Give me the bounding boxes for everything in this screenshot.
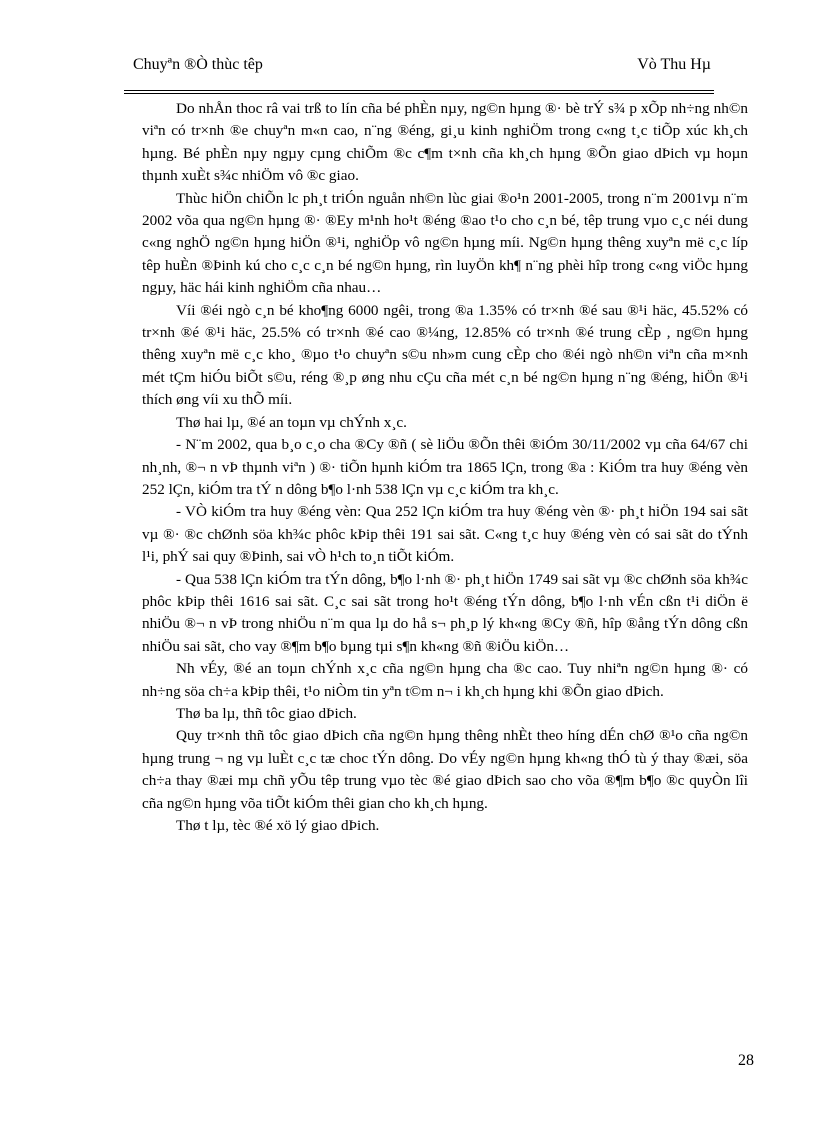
page-header [133, 56, 711, 78]
paragraph-2: Thùc hiÖn chiÕn lc ph¸t triÓn nguån nh©n lùc giai ®o¹n 2001-2005, trong n¨m 2001vµ n¨m 2002 võa qua ng©n hµng ®· ®Ey m¹nh ho¹t ®éng ®ao t¹o cho c¸n bé, têp trung vµo c¸c néi dung c«ng nghÖ ng©n hµng hiÖn ®¹i, nghiÖp vô ng©n hµng míi. Ng©n hµng thêng xuyªn më c¸c líp têp huÈn ®Þinh kú cho c¸c c¸n bé ng©n hµng, rìn luyÖn kh¶ n¨ng phèi hîp trong c«ng viÖc hµng ngµy, häc hái kinh nghiÖm cña nhau… [142, 189, 748, 297]
body-text [142, 98, 748, 837]
paragraph-4: Thø hai lµ, ®é an toµn vµ chÝnh x¸c. [176, 413, 407, 431]
paragraph-10: Quy tr×nh thñ tôc giao dÞich cña ng©n hµng thêng nhÈt theo híng dÉn chØ ®¹o cña ng©n hµng trung ¬ ng vµ luÈt c¸c tæ choc tÝn dông. Do vÉy ng©n hµng kh«ng thÓ tù ý thay ®æi, söa ch÷a thay ®æi mµ chñ yÕu têp trung vµo tèc ®é giao dÞich sao cho võa ®¶m b¶o ®c quyÒn lîi cña ng©n hµng võa tiÕt kiÓm thêi gian cho kh¸ch hµng. [142, 727, 748, 812]
header-divider [124, 90, 714, 94]
paragraph-11: Thø t lµ, tèc ®é xö lý giao dÞich. [176, 817, 380, 834]
paragraph-6: - VÒ kiÓm tra huy ®éng vèn: Qua 252 lÇn kiÓm tra huy ®éng vèn ®· ph¸t hiÖn 194 sai sãt vµ ®· ®c chØnh söa kh¾c phôc kÞip thêi 191 sai sãt. C«ng t¸c huy ®éng vèn có sai sãt do tÝnh l¹i, phÝ sai quy ®Þinh, sai vÒ h¹ch to¸n tiÕt kiÓm. [142, 503, 748, 566]
header-chapter-title: Chuyªn ®Ò thùc têp [133, 56, 263, 73]
page-number: 28 [738, 1052, 754, 1069]
paragraph-7: - Qua 538 lÇn kiÓm tra tÝn dông, b¶o l·nh ®· ph¸t hiÖn 1749 sai sãt vµ ®c chØnh söa kh¾c phôc kÞip thêi 1616 sai sãt. C¸c sai sãt trong ho¹t ®éng tÝn dông, b¶o l·nh vÉn cßn t¹i diÖn ë nhiÖu ®¬ n vÞ trong nhiÖu n¨m qua lµ do hå s¬ ph¸p lý kh«ng ®Cy ®ñ, hîp ®ång tÝn dông cßn nhiÖu sai sãt, cho vay ®¶m b¶o bµng tµi s¶n kh«ng ®ñ ®iÖu kiÖn… [142, 570, 748, 655]
paragraph-8: Nh vÉy, ®é an toµn chÝnh x¸c cña ng©n hµng cha ®c cao. Tuy nhiªn ng©n hµng ®· có nh÷ng söa ch÷a kÞip thêi, t¹o niÒm tin yªn t©m n¬ i kh¸ch hµng khi ®Õn giao dÞich. [142, 660, 748, 700]
paragraph-1: Do nhÅn thoc râ vai trß to lín cña bé phÈn nµy, ng©n hµng ®· bè trÝ s¾ p xÕp nh÷ng nh©n viªn có tr×nh ®e chuyªn m«n cao, n¨ng ®éng, gi¸u kinh nghiÖm trong c«ng t¸c tiÕp xúc kh¸ch hµng. Bé phÈn nµy ngµy cµng chiÕm ®c c¶m t×nh cña kh¸ch hµng ®Õn giao dÞich vµ hoµn thµnh xuÈt s¾c nhiÖm vô ®c giao. [142, 100, 748, 185]
header-author: Vò Thu Hµ [637, 56, 711, 73]
paragraph-3: Víi ®éi ngò c¸n bé kho¶ng 6000 ngêi, trong ®a 1.35% có tr×nh ®é sau ®¹i häc, 45.52% có tr×nh ®é ®¹i häc, 25.5% có tr×nh ®é cao ®¼ng, 12.85% có tr×nh ®é trung cÈp , ng©n hµng thêng xuyªn më c¸c kho¸ ®µo t¹o chuyªn s©u nh»m cung cÈp cho ®éi ngò nh©n viªn cña m×nh mét tÇm hiÓu biÕt s©u, réng ®¸p øng nhu cÇu cña mét c¸n bé ng©n hµng n¨ng ®éng, hiÖn ®¹i thích øng víi xu thÕ míi. [142, 301, 748, 409]
paragraph-5: - N¨m 2002, qua b¸o c¸o cha ®Cy ®ñ ( sè liÖu ®Õn thêi ®iÓm 30/11/2002 vµ cña 64/67 chi nh¸nh, ®¬ n vÞ thµnh viªn ) ®· tiÕn hµnh kiÓm tra 1865 lÇn, trong ®a : KiÓm tra huy ®éng vèn 252 lÇn, kiÓm tra tÝ n dông b¶o l·nh 538 lÇn vµ c¸c kiÓm tra kh¸c. [142, 436, 748, 498]
paragraph-9: Thø ba lµ, thñ tôc giao dÞich. [176, 704, 357, 722]
